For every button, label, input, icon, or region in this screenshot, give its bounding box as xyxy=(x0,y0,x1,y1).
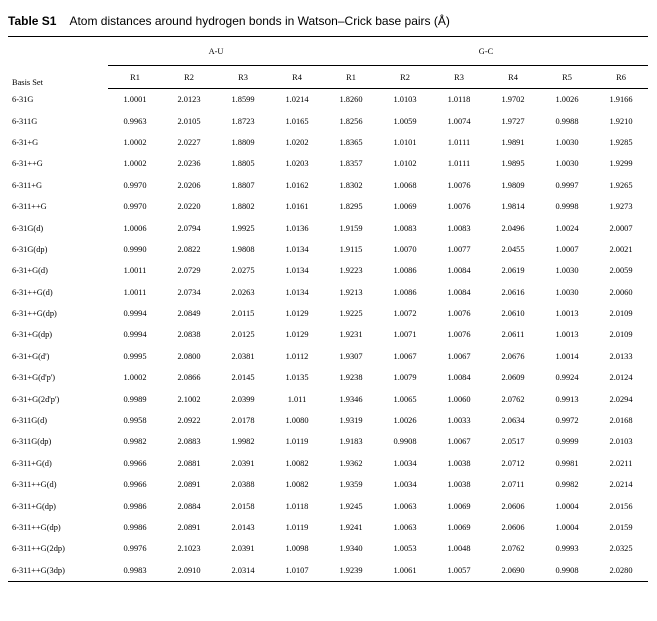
table-row xyxy=(8,324,648,345)
distance-cell: 2.0388 xyxy=(231,480,255,490)
distance-cell: 2.0891 xyxy=(177,480,201,490)
distance-cell: 1.0135 xyxy=(285,373,309,383)
table-row xyxy=(8,239,648,260)
distance-cell: 1.0214 xyxy=(285,95,309,105)
distance-cell: 2.0206 xyxy=(177,180,201,190)
distance-cell: 1.8723 xyxy=(231,116,255,126)
distance-cell: 2.0220 xyxy=(177,202,201,212)
distance-cell: 1.0134 xyxy=(285,244,309,254)
distance-cell: 1.0134 xyxy=(285,266,309,276)
column-header: R1 xyxy=(108,66,162,89)
distance-cell: 2.0762 xyxy=(501,544,525,554)
distance-cell: 0.9982 xyxy=(123,437,147,447)
distance-cell: 1.0079 xyxy=(393,373,417,383)
distance-cell: 2.0178 xyxy=(231,416,255,426)
distance-cell: 1.0063 xyxy=(393,501,417,511)
basis-set-cell: 6-31++G xyxy=(12,159,43,169)
distance-cell: 1.0082 xyxy=(285,458,309,468)
distance-cell: 0.9972 xyxy=(555,416,579,426)
distance-cell: 1.0038 xyxy=(447,458,471,468)
distance-cell: 2.0794 xyxy=(177,223,201,233)
distance-cell: 2.0729 xyxy=(177,266,201,276)
basis-set-cell: 6-31+G(d) xyxy=(12,266,48,276)
column-header: R3 xyxy=(216,66,270,89)
table-row xyxy=(8,388,648,409)
distance-cell: 1.8802 xyxy=(231,202,255,212)
distance-cell: 1.0084 xyxy=(447,266,471,276)
distance-cell: 1.0013 xyxy=(555,330,579,340)
table-row xyxy=(8,196,648,217)
distance-cell: 2.0849 xyxy=(177,309,201,319)
distance-cell: 1.0004 xyxy=(555,523,579,532)
distance-cell: 1.9891 xyxy=(501,137,525,147)
distance-cell: 0.9994 xyxy=(123,309,147,319)
distance-cell: 1.0011 xyxy=(123,287,147,297)
distance-cell: 1.0030 xyxy=(555,287,579,297)
distance-cell: 1.9346 xyxy=(339,394,363,404)
table-row xyxy=(8,367,648,388)
distance-cell: 2.0109 xyxy=(609,330,633,340)
table-row xyxy=(8,282,648,303)
table-row xyxy=(8,538,648,559)
distance-cell: 1.0072 xyxy=(393,309,417,319)
distance-cell: 2.0616 xyxy=(501,287,525,297)
distance-cell: 0.9998 xyxy=(555,202,579,212)
table-row xyxy=(8,431,648,452)
distance-cell: 1.0063 xyxy=(393,523,417,532)
table-title: Atom distances around hydrogen bonds in Watson–Crick base pairs (Å) xyxy=(69,14,450,28)
distance-cell: 2.0145 xyxy=(231,373,255,383)
distance-cell: 2.0381 xyxy=(231,351,255,361)
distance-cell: 2.0762 xyxy=(501,394,525,404)
table-row xyxy=(8,217,648,238)
distance-cell: 1.0086 xyxy=(393,287,417,297)
distance-cell: 1.0102 xyxy=(393,159,417,169)
distance-cell: 2.0227 xyxy=(177,137,201,147)
distance-cell: 0.9997 xyxy=(555,180,579,190)
distance-cell: 1.0030 xyxy=(555,137,579,147)
distance-cell: 1.0002 xyxy=(123,159,147,169)
distance-cell: 1.0069 xyxy=(393,202,417,212)
column-header: R1 xyxy=(324,66,378,89)
distance-cell: 1.0077 xyxy=(447,244,471,254)
distance-cell: 1.0129 xyxy=(285,309,309,319)
distance-cell: 1.0070 xyxy=(393,244,417,254)
distance-cell: 1.9166 xyxy=(609,95,633,105)
distance-cell: 1.0103 xyxy=(393,95,417,105)
distance-cell: 1.0011 xyxy=(123,266,147,276)
distance-cell: 0.9988 xyxy=(555,116,579,126)
distance-cell: 1.0048 xyxy=(447,544,471,554)
distance-cell: 2.0822 xyxy=(177,244,201,254)
distance-cell: 1.0111 xyxy=(447,159,471,169)
distance-cell: 1.0076 xyxy=(447,330,471,340)
distance-cell: 2.0884 xyxy=(177,501,201,511)
basis-set-cell: 6-31++G(d) xyxy=(12,287,53,297)
distance-cell: 1.9183 xyxy=(339,437,363,447)
distance-cell: 2.0922 xyxy=(177,416,201,426)
distance-cell: 2.0125 xyxy=(231,330,255,340)
distance-cell: 2.0391 xyxy=(231,544,255,554)
distance-cell: 1.0068 xyxy=(393,180,417,190)
distance-cell: 2.0314 xyxy=(216,560,270,582)
distance-cell: 1.8807 xyxy=(231,180,255,190)
distance-cell: 1.9982 xyxy=(231,437,255,447)
distance-cell: 1.0034 xyxy=(393,480,417,490)
distance-cell: 1.0067 xyxy=(447,437,471,447)
basis-set-cell: 6-31+G(d'p') xyxy=(12,373,56,383)
distance-cell: 1.0162 xyxy=(285,180,309,190)
distance-cell: 1.0076 xyxy=(447,202,471,212)
distance-cell: 1.9299 xyxy=(609,159,633,169)
distance-cell: 1.9239 xyxy=(324,560,378,582)
distance-cell: 1.0007 xyxy=(555,244,579,254)
distance-cell: 0.9908 xyxy=(540,560,594,582)
distance-cell: 1.9210 xyxy=(609,116,633,126)
distance-cell: 1.0107 xyxy=(270,560,324,582)
table-row xyxy=(8,89,648,111)
distance-cell: 0.9999 xyxy=(555,437,579,447)
distance-cell: 1.0038 xyxy=(447,480,471,490)
distance-cell: 1.0024 xyxy=(555,223,579,233)
distance-cell: 1.8302 xyxy=(339,180,363,190)
distance-cell: 2.0866 xyxy=(177,373,201,383)
distance-cell: 1.0067 xyxy=(393,351,417,361)
distance-cell: 2.0060 xyxy=(609,287,633,297)
distance-cell: 1.0080 xyxy=(285,416,309,426)
distance-cell: 1.0026 xyxy=(555,95,579,105)
distance-cell: 2.0156 xyxy=(609,501,633,511)
table-caption xyxy=(8,14,648,28)
distance-cell: 2.0133 xyxy=(609,351,633,361)
distance-cell: 1.9238 xyxy=(339,373,363,383)
distance-cell: 2.0517 xyxy=(501,437,525,447)
table-row xyxy=(8,175,648,196)
distance-cell: 2.0676 xyxy=(501,351,525,361)
basis-set-cell: 6-311++G(d) xyxy=(12,480,57,490)
table-row xyxy=(8,132,648,153)
distance-cell: 1.9241 xyxy=(339,523,363,532)
distance-cell: 1.0076 xyxy=(447,180,471,190)
basis-set-cell: 6-311G xyxy=(12,116,38,126)
distance-cell: 2.0158 xyxy=(231,501,255,511)
distance-cell: 2.0007 xyxy=(609,223,633,233)
distance-cell: 1.0059 xyxy=(393,116,417,126)
basis-set-cell: 6-311++G xyxy=(12,202,47,212)
distance-cell: 1.0119 xyxy=(285,437,309,447)
basis-set-cell: 6-311++G(3dp) xyxy=(8,560,108,582)
distance-cell: 1.0084 xyxy=(447,287,471,297)
distance-cell: 1.8295 xyxy=(339,202,363,212)
distance-cell: 1.0134 xyxy=(285,287,309,297)
distance-cell: 1.9307 xyxy=(339,351,363,361)
distance-cell: 2.0800 xyxy=(177,351,201,361)
distance-cell: 0.9970 xyxy=(123,202,147,212)
distance-cell: 1.0013 xyxy=(555,309,579,319)
distance-cell: 1.0004 xyxy=(555,501,579,511)
distance-cell: 2.0606 xyxy=(501,523,525,532)
distance-cell: 1.9319 xyxy=(339,416,363,426)
table-row xyxy=(8,560,648,582)
distance-cell: 0.9986 xyxy=(123,523,147,532)
distance-cell: 2.0211 xyxy=(609,458,633,468)
distance-cell: 2.0280 xyxy=(594,560,648,582)
basis-set-cell: 6-311++G(dp) xyxy=(12,523,61,532)
distance-cell: 1.0006 xyxy=(123,223,147,233)
distance-cell: 2.0294 xyxy=(609,394,633,404)
basis-set-cell: 6-31+G(d') xyxy=(12,351,50,361)
distance-cell: 1.0026 xyxy=(393,416,417,426)
distance-cell: 1.8260 xyxy=(339,95,363,105)
distance-cell: 1.8805 xyxy=(231,159,255,169)
distance-cell: 2.0115 xyxy=(231,309,255,319)
basis-set-cell: 6-31+G xyxy=(12,137,39,147)
distance-cell: 1.0030 xyxy=(555,159,579,169)
distance-cell: 1.9814 xyxy=(501,202,525,212)
distance-cell: 2.0399 xyxy=(231,394,255,404)
distance-cell: 1.9273 xyxy=(609,202,633,212)
distance-cell: 1.0001 xyxy=(123,95,147,105)
distance-cell: 2.0712 xyxy=(501,458,525,468)
group-header-row xyxy=(8,37,648,66)
distance-cell: 0.9986 xyxy=(123,501,147,511)
distance-cell: 2.0910 xyxy=(162,560,216,582)
distance-cell: 1.9213 xyxy=(339,287,363,297)
group-header-au: A-U xyxy=(108,37,324,66)
table-row xyxy=(8,260,648,281)
distance-cell: 2.0236 xyxy=(177,159,201,169)
distance-cell: 1.0034 xyxy=(393,458,417,468)
distance-cell: 0.9981 xyxy=(555,458,579,468)
distance-cell: 2.1023 xyxy=(177,544,201,554)
column-header: R5 xyxy=(540,66,594,89)
distance-cell: 1.0071 xyxy=(393,330,417,340)
distance-cell: 1.0119 xyxy=(285,523,309,532)
distance-cell: 1.0076 xyxy=(447,309,471,319)
distance-cell: 1.0053 xyxy=(393,544,417,554)
distance-cell: 2.0609 xyxy=(501,373,525,383)
distance-cell: 0.9995 xyxy=(123,351,147,361)
distance-cell: 1.0136 xyxy=(285,223,309,233)
table-label: Table S1 xyxy=(8,14,57,28)
distance-cell: 0.9966 xyxy=(123,458,147,468)
column-header: R4 xyxy=(270,66,324,89)
distance-cell: 1.9245 xyxy=(339,501,363,511)
table-row xyxy=(8,303,648,324)
table-row xyxy=(8,346,648,367)
distance-cell: 2.0883 xyxy=(177,437,201,447)
distance-cell: 1.9115 xyxy=(339,244,363,254)
distance-cell: 1.9362 xyxy=(339,458,363,468)
distance-cell: 2.0105 xyxy=(177,116,201,126)
distance-cell: 1.9285 xyxy=(609,137,633,147)
distance-cell: 1.0061 xyxy=(378,560,432,582)
distance-cell: 2.1002 xyxy=(177,394,201,404)
distance-cell: 2.0325 xyxy=(609,544,633,554)
distance-cell: 1.0069 xyxy=(447,523,471,532)
distance-cell: 0.9908 xyxy=(393,437,417,447)
distance-cell: 2.0109 xyxy=(609,309,633,319)
distance-cell: 0.9913 xyxy=(555,394,579,404)
distance-cell: 2.0391 xyxy=(231,458,255,468)
distance-cell: 1.0101 xyxy=(393,137,417,147)
distance-cell: 0.9966 xyxy=(123,480,147,490)
basis-set-cell: 6-31G(dp) xyxy=(12,244,48,254)
basis-set-cell: 6-311G(d) xyxy=(12,416,48,426)
distance-cell: 1.0074 xyxy=(447,116,471,126)
distance-cell: 0.9990 xyxy=(123,244,147,254)
distance-cell: 2.0103 xyxy=(609,437,633,447)
distance-cell: 1.0112 xyxy=(285,351,309,361)
distance-cell: 2.0123 xyxy=(177,95,201,105)
distance-cell: 2.0610 xyxy=(501,309,525,319)
distance-cell: 1.0203 xyxy=(285,159,309,169)
distance-cell: 0.9994 xyxy=(123,330,147,340)
table-row xyxy=(8,474,648,495)
column-header: R2 xyxy=(162,66,216,89)
distance-cell: 1.9727 xyxy=(501,116,525,126)
distance-cell: 1.9808 xyxy=(231,244,255,254)
distance-cell: 2.0606 xyxy=(501,501,525,511)
distance-cell: 1.0002 xyxy=(123,137,147,147)
distance-cell: 1.0083 xyxy=(447,223,471,233)
distance-cell: 1.8256 xyxy=(339,116,363,126)
basis-set-cell: 6-311+G(dp) xyxy=(12,501,56,511)
distance-cell: 1.8365 xyxy=(339,137,363,147)
distance-cell: 1.0161 xyxy=(285,202,309,212)
distance-cell: 0.9989 xyxy=(123,394,147,404)
distance-cell: 2.0263 xyxy=(231,287,255,297)
distance-cell: 0.9970 xyxy=(123,180,147,190)
distance-cell: 2.0619 xyxy=(501,266,525,276)
distance-cell: 1.011 xyxy=(287,394,307,404)
table-body xyxy=(8,89,648,582)
distance-cell: 1.0118 xyxy=(285,501,309,511)
table-row xyxy=(8,495,648,516)
distance-cell: 2.0021 xyxy=(609,244,633,254)
distance-cell: 0.9982 xyxy=(555,480,579,490)
column-header: R4 xyxy=(486,66,540,89)
distance-cell: 1.0060 xyxy=(447,394,471,404)
distance-cell: 1.8357 xyxy=(339,159,363,169)
distance-cell: 1.9231 xyxy=(339,330,363,340)
distance-cell: 2.0059 xyxy=(609,266,633,276)
basis-set-cell: 6-31G(d) xyxy=(12,223,44,233)
distance-cell: 1.9340 xyxy=(339,544,363,554)
distance-cell: 1.0082 xyxy=(285,480,309,490)
distance-cell: 1.9702 xyxy=(501,95,525,105)
distance-cell: 1.0069 xyxy=(447,501,471,511)
distance-cell: 2.0496 xyxy=(501,223,525,233)
distance-cell: 1.9925 xyxy=(231,223,255,233)
distance-cell: 1.0083 xyxy=(393,223,417,233)
basis-set-cell: 6-311+G(d) xyxy=(12,458,52,468)
distance-cell: 1.0129 xyxy=(285,330,309,340)
distance-cell: 2.0891 xyxy=(177,523,201,532)
distance-cell: 1.8809 xyxy=(231,137,255,147)
distance-cell: 0.9963 xyxy=(123,116,147,126)
distance-cell: 2.0690 xyxy=(486,560,540,582)
distance-cell: 2.0611 xyxy=(501,330,525,340)
distance-cell: 1.0098 xyxy=(285,544,309,554)
distance-cell: 2.0838 xyxy=(177,330,201,340)
column-header: R2 xyxy=(378,66,432,89)
basis-set-cell: 6-31G xyxy=(12,94,34,104)
distance-cell: 0.9983 xyxy=(108,560,162,582)
table-row xyxy=(8,517,648,538)
basis-set-header: Basis Set xyxy=(8,37,108,89)
distance-cell: 1.8599 xyxy=(231,95,255,105)
distance-cell: 1.0084 xyxy=(447,373,471,383)
distance-cell: 1.9809 xyxy=(501,180,525,190)
distance-cell: 1.0014 xyxy=(555,351,579,361)
table-row xyxy=(8,453,648,474)
distance-cell: 1.9159 xyxy=(339,223,363,233)
distance-cell: 1.0165 xyxy=(285,116,309,126)
basis-set-cell: 6-31+G(2d'p') xyxy=(12,394,60,404)
distance-cell: 2.0168 xyxy=(609,416,633,426)
distance-cell: 1.0033 xyxy=(447,416,471,426)
basis-set-cell: 6-311G(dp) xyxy=(12,437,52,447)
distance-cell: 2.0634 xyxy=(501,416,525,426)
basis-set-cell: 6-311++G(2dp) xyxy=(12,544,65,554)
distance-cell: 2.0143 xyxy=(231,523,255,532)
distance-cell: 1.0065 xyxy=(393,394,417,404)
group-header-gc: G-C xyxy=(324,37,648,66)
distance-cell: 2.0711 xyxy=(501,480,525,490)
distance-cell: 1.0002 xyxy=(123,373,147,383)
distance-cell: 1.0202 xyxy=(285,137,309,147)
distance-cell: 2.0159 xyxy=(609,523,633,532)
table-row xyxy=(8,153,648,174)
distance-cell: 2.0124 xyxy=(609,373,633,383)
distance-cell: 0.9958 xyxy=(123,416,147,426)
basis-set-cell: 6-31+G(dp) xyxy=(12,330,53,340)
distance-cell: 1.0067 xyxy=(447,351,471,361)
basis-set-cell: 6-31++G(dp) xyxy=(12,309,57,319)
distance-cell: 1.9265 xyxy=(609,180,633,190)
distance-cell: 2.0455 xyxy=(501,244,525,254)
distance-cell: 0.9924 xyxy=(555,373,579,383)
distance-cell: 1.9895 xyxy=(501,159,525,169)
distance-cell: 0.9976 xyxy=(123,544,147,554)
distance-cell: 1.9359 xyxy=(339,480,363,490)
distance-cell: 2.0881 xyxy=(177,458,201,468)
column-header: R6 xyxy=(594,66,648,89)
basis-set-cell: 6-311+G xyxy=(12,180,42,190)
distance-cell: 2.0734 xyxy=(177,287,201,297)
distance-cell: 1.0086 xyxy=(393,266,417,276)
distance-cell: 1.0111 xyxy=(447,137,471,147)
atom-distance-table xyxy=(8,36,648,582)
table-row xyxy=(8,110,648,131)
distance-cell: 1.0030 xyxy=(555,266,579,276)
distance-cell: 1.0118 xyxy=(447,95,471,105)
distance-cell: 1.9223 xyxy=(339,266,363,276)
distance-cell: 1.9225 xyxy=(339,309,363,319)
distance-cell: 1.0057 xyxy=(432,560,486,582)
table-row xyxy=(8,410,648,431)
distance-cell: 2.0275 xyxy=(231,266,255,276)
distance-cell: 0.9993 xyxy=(555,544,579,554)
column-header: R3 xyxy=(432,66,486,89)
distance-cell: 2.0214 xyxy=(609,480,633,490)
